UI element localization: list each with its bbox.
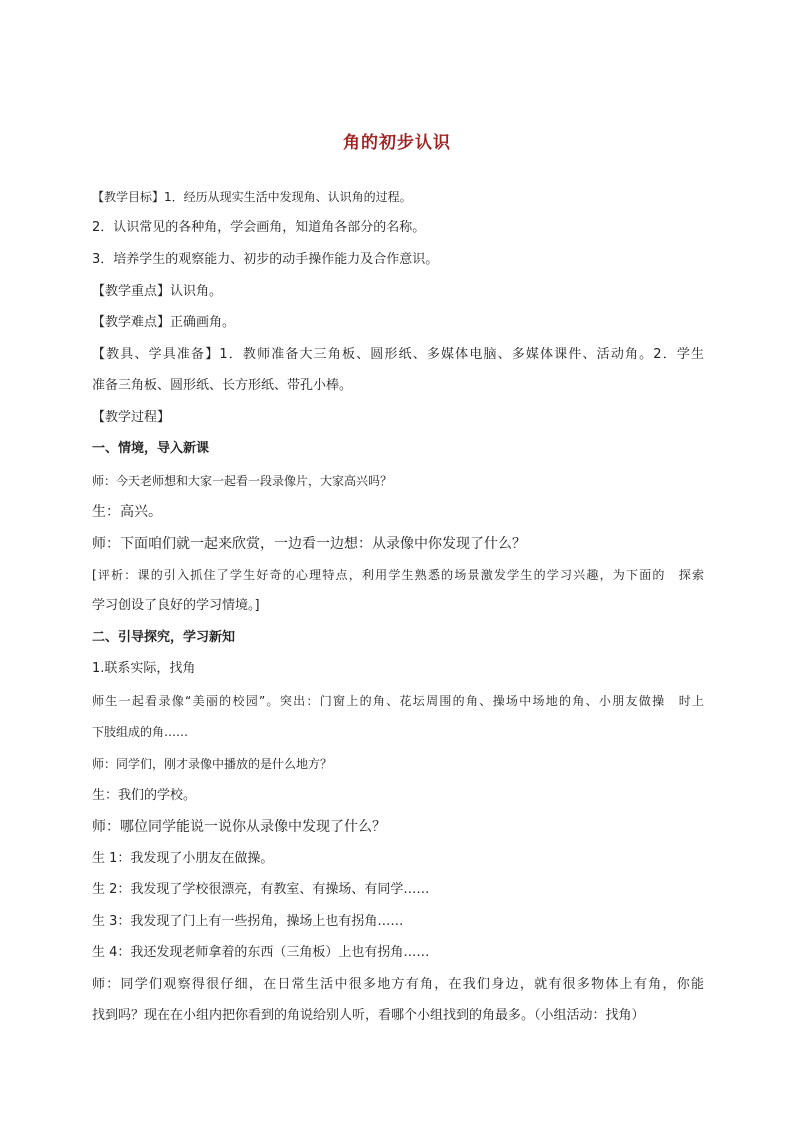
- text-line: 师：下面咱们就一起来欣赏，一边看一边想：从录像中你发现了什么？: [92, 536, 526, 552]
- text-line: 师生一起看录像“美丽的校园”。突出：门窗上的角、花坛周围的角、操场中场地的角、小朋友做操 时上: [92, 694, 704, 708]
- text-line: 生 3：我发现了门上有一些拐角，操场上也有拐角……: [92, 914, 404, 929]
- text-line: 【教学重点】认识角。: [92, 284, 223, 299]
- text-line: 生 1：我发现了小朋友在做操。: [92, 851, 274, 866]
- comment-line: [评析：课的引入抓住了学生好奇的心理特点，利用学生熟悉的场景激发学生的学习兴趣，为下面的 探索: [92, 568, 704, 582]
- text-line: 找到吗？现在在小组内把你看到的角说给别人听，看哪个小组找到的角最多。（小组活动：找角）: [92, 1008, 645, 1023]
- text-line: 师：今天老师想和大家一起看一段录像片，大家高兴吗？: [92, 474, 393, 488]
- text-line: 师：哪位同学能说一说你从录像中发现了什么？: [92, 819, 386, 835]
- document-title: 角的初步认识: [343, 133, 451, 153]
- text-line: 生 2：我发现了学校很漂亮，有教室、有操场、有同学……: [92, 882, 430, 897]
- text-line: 【教具、学具准备】1．教师准备大三角板、圆形纸、多媒体电脑、多媒体课件、活动角。2．学生: [92, 347, 704, 362]
- text-line: 【教学难点】正确画角。: [92, 315, 236, 330]
- section-heading: 二、引导探究，学习新知: [92, 630, 236, 645]
- text-line: 下肢组成的角……: [92, 725, 189, 739]
- text-line: 准备三角板、圆形纸、长方形纸、带孔小棒。: [92, 378, 353, 393]
- text-line: 生：高兴。: [92, 504, 162, 520]
- text-line: 【教学目标】1．经历从现实生活中发现角、认识角的过程。: [92, 190, 412, 204]
- text-line: 师：同学们观察得很仔细，在日常生活中很多地方有角，在我们身边，就有很多物体上有角，你能: [92, 977, 704, 992]
- section-heading: 一、情境，导入新课: [92, 441, 210, 456]
- subsection-heading: 1.联系实际，找角: [92, 661, 196, 676]
- text-line: 【教学过程】: [92, 410, 171, 425]
- text-line: 师：同学们，刚才录像中播放的是什么地方？: [92, 757, 333, 771]
- text-line: 生：我们的学校。: [92, 788, 197, 803]
- text-line: 生 4：我还发现老师拿着的东西（三角板）上也有拐角……: [92, 945, 430, 960]
- text-line: 3．培养学生的观察能力、初步的动手操作能力及合作意识。: [92, 252, 439, 267]
- comment-line: 学习创设了良好的学习情境。]: [92, 598, 260, 613]
- text-line: 2．认识常见的各种角，学会画角，知道角各部分的名称。: [92, 220, 426, 235]
